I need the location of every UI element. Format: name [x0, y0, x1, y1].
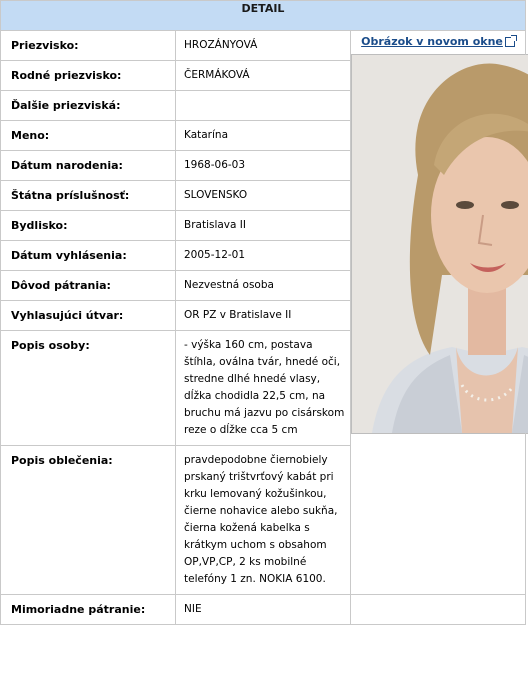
- person-photo: [351, 54, 528, 434]
- field-label: Dôvod pátrania:: [1, 271, 176, 301]
- external-link-icon: [505, 37, 515, 47]
- table-row: [1, 31, 526, 61]
- field-value: Katarína: [176, 121, 351, 151]
- photo-cell: [351, 31, 526, 595]
- field-label: Štátna príslušnosť:: [1, 181, 176, 211]
- header-row: [1, 1, 526, 31]
- field-label: Bydlisko:: [1, 211, 176, 241]
- table-row: [1, 595, 526, 625]
- field-label: Dátum vyhlásenia:: [1, 241, 176, 271]
- field-value: [176, 91, 351, 121]
- field-label: Meno:: [1, 121, 176, 151]
- field-value: SLOVENSKO: [176, 181, 351, 211]
- field-label: Popis osoby:: [1, 331, 176, 446]
- field-label: Priezvisko:: [1, 31, 176, 61]
- open-picture-link-label: Obrázok v novom okne: [361, 35, 503, 48]
- field-value: Nezvestná osoba: [176, 271, 351, 301]
- field-value: ČERMÁKOVÁ: [176, 61, 351, 91]
- field-label: Mimoriadne pátranie:: [1, 595, 176, 625]
- detail-header: DETAIL: [1, 1, 526, 31]
- portrait-illustration: [352, 55, 528, 433]
- field-label: Vyhlasujúci útvar:: [1, 301, 176, 331]
- field-value: pravdepodobne čiernobiely prskaný trištvrťový kabát pri krku lemovaný kožušinkou, čierne nohavice alebo sukňa, čierna kožená kabelka s krátkym uchom s obsahom OP,VP,CP, 2 ks mobilné telefóny 1 zn. NOKIA 6100.: [176, 446, 351, 595]
- field-label: Ďalšie priezviská:: [1, 91, 176, 121]
- field-value: Bratislava II: [176, 211, 351, 241]
- empty-cell: [351, 595, 526, 625]
- field-value: OR PZ v Bratislave II: [176, 301, 351, 331]
- field-value: 2005-12-01: [176, 241, 351, 271]
- open-picture-link[interactable]: [361, 35, 515, 48]
- field-label: Popis oblečenia:: [1, 446, 176, 595]
- field-label: Rodné priezvisko:: [1, 61, 176, 91]
- field-value: - výška 160 cm, postava štíhla, oválna tvár, hnedé oči, stredne dlhé hnedé vlasy, dĺžka chodidla 22,5 cm, na bruchu má jazvu po cisárskom reze o dĺžke cca 5 cm: [176, 331, 351, 446]
- field-label: Dátum narodenia:: [1, 151, 176, 181]
- field-value: HROZÁNYOVÁ: [176, 31, 351, 61]
- field-value: NIE: [176, 595, 351, 625]
- field-value: 1968-06-03: [176, 151, 351, 181]
